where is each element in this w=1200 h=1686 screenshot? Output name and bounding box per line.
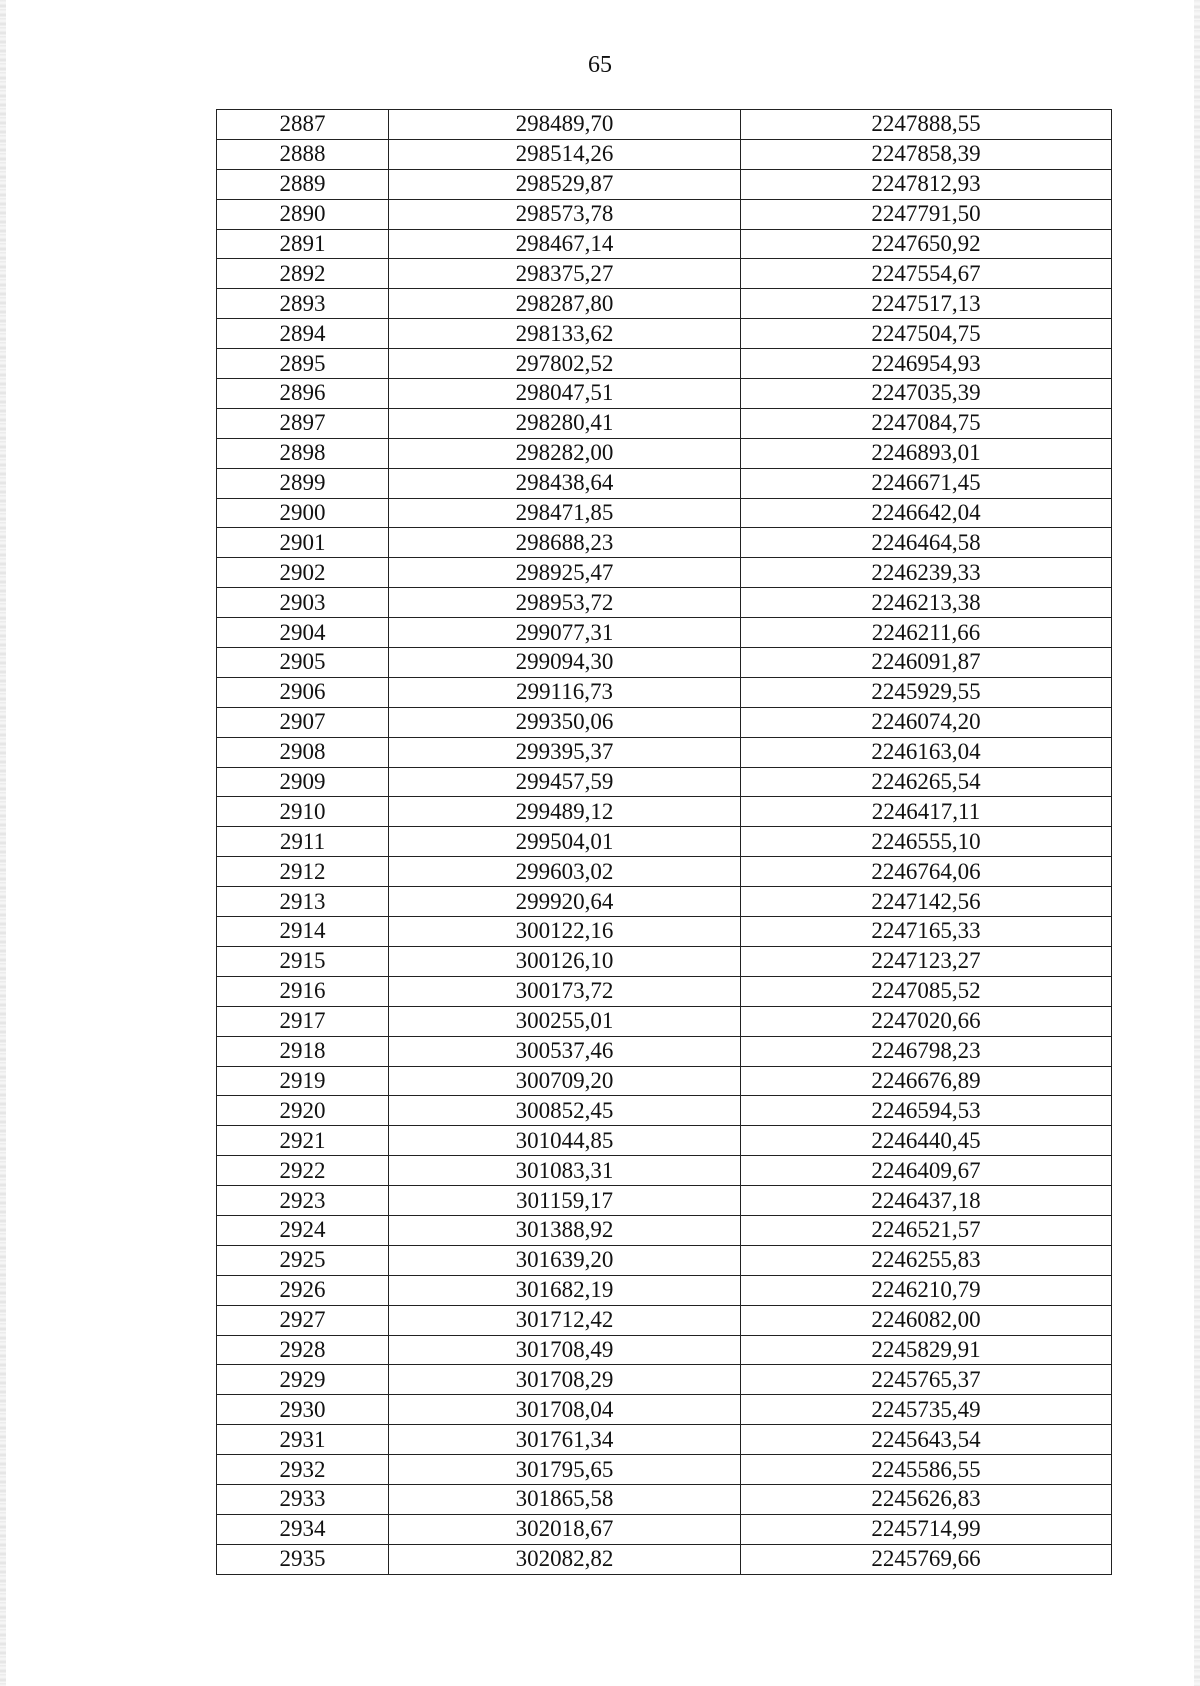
y-coordinate-cell: 2246764,06 <box>741 857 1112 887</box>
table-row <box>217 1395 1112 1425</box>
y-coordinate-cell: 2246091,87 <box>741 648 1112 678</box>
point-number-cell: 2935 <box>217 1544 389 1574</box>
point-number-cell: 2890 <box>217 199 389 229</box>
point-number-cell: 2927 <box>217 1305 389 1335</box>
y-coordinate-cell: 2246642,04 <box>741 498 1112 528</box>
point-number-cell: 2923 <box>217 1186 389 1216</box>
point-number-cell: 2892 <box>217 259 389 289</box>
y-coordinate-cell: 2246594,53 <box>741 1096 1112 1126</box>
x-coordinate-cell: 297802,52 <box>389 349 741 379</box>
x-coordinate-cell: 299457,59 <box>389 767 741 797</box>
y-coordinate-cell: 2245735,49 <box>741 1395 1112 1425</box>
y-coordinate-cell: 2247123,27 <box>741 946 1112 976</box>
x-coordinate-cell: 298953,72 <box>389 588 741 618</box>
y-coordinate-cell: 2247084,75 <box>741 408 1112 438</box>
x-coordinate-cell: 298133,62 <box>389 319 741 349</box>
x-coordinate-cell: 298438,64 <box>389 468 741 498</box>
table-row <box>217 1425 1112 1455</box>
x-coordinate-cell: 298280,41 <box>389 408 741 438</box>
point-number-cell: 2903 <box>217 588 389 618</box>
y-coordinate-cell: 2246521,57 <box>741 1215 1112 1245</box>
y-coordinate-cell: 2247035,39 <box>741 379 1112 409</box>
x-coordinate-cell: 298287,80 <box>389 289 741 319</box>
x-coordinate-cell: 298489,70 <box>389 110 741 140</box>
y-coordinate-cell: 2246893,01 <box>741 438 1112 468</box>
x-coordinate-cell: 301682,19 <box>389 1275 741 1305</box>
y-coordinate-cell: 2247812,93 <box>741 169 1112 199</box>
table-row <box>217 1036 1112 1066</box>
point-number-cell: 2933 <box>217 1484 389 1514</box>
y-coordinate-cell: 2245714,99 <box>741 1514 1112 1544</box>
point-number-cell: 2932 <box>217 1455 389 1485</box>
table-row <box>217 259 1112 289</box>
y-coordinate-cell: 2245643,54 <box>741 1425 1112 1455</box>
x-coordinate-cell: 298375,27 <box>389 259 741 289</box>
point-number-cell: 2904 <box>217 618 389 648</box>
x-coordinate-cell: 300255,01 <box>389 1006 741 1036</box>
table-row <box>217 588 1112 618</box>
y-coordinate-cell: 2245829,91 <box>741 1335 1112 1365</box>
point-number-cell: 2915 <box>217 946 389 976</box>
coordinates-table <box>216 109 1112 1575</box>
table-row <box>217 139 1112 169</box>
point-number-cell: 2901 <box>217 528 389 558</box>
x-coordinate-cell: 299094,30 <box>389 648 741 678</box>
table-row <box>217 946 1112 976</box>
x-coordinate-cell: 298514,26 <box>389 139 741 169</box>
point-number-cell: 2926 <box>217 1275 389 1305</box>
y-coordinate-cell: 2246409,67 <box>741 1156 1112 1186</box>
x-coordinate-cell: 301865,58 <box>389 1484 741 1514</box>
x-coordinate-cell: 298688,23 <box>389 528 741 558</box>
x-coordinate-cell: 301159,17 <box>389 1186 741 1216</box>
table-row <box>217 1365 1112 1395</box>
x-coordinate-cell: 298573,78 <box>389 199 741 229</box>
y-coordinate-cell: 2246954,93 <box>741 349 1112 379</box>
x-coordinate-cell: 299077,31 <box>389 618 741 648</box>
x-coordinate-cell: 302018,67 <box>389 1514 741 1544</box>
x-coordinate-cell: 298282,00 <box>389 438 741 468</box>
x-coordinate-cell: 300126,10 <box>389 946 741 976</box>
x-coordinate-cell: 300709,20 <box>389 1066 741 1096</box>
y-coordinate-cell: 2246255,83 <box>741 1245 1112 1275</box>
table-row <box>217 1305 1112 1335</box>
x-coordinate-cell: 300122,16 <box>389 917 741 947</box>
x-coordinate-cell: 299350,06 <box>389 707 741 737</box>
y-coordinate-cell: 2247142,56 <box>741 887 1112 917</box>
y-coordinate-cell: 2247504,75 <box>741 319 1112 349</box>
point-number-cell: 2929 <box>217 1365 389 1395</box>
table-row <box>217 1275 1112 1305</box>
y-coordinate-cell: 2246676,89 <box>741 1066 1112 1096</box>
x-coordinate-cell: 301083,31 <box>389 1156 741 1186</box>
y-coordinate-cell: 2245586,55 <box>741 1455 1112 1485</box>
table-row <box>217 767 1112 797</box>
table-row <box>217 677 1112 707</box>
y-coordinate-cell: 2245626,83 <box>741 1484 1112 1514</box>
y-coordinate-cell: 2247554,67 <box>741 259 1112 289</box>
point-number-cell: 2897 <box>217 408 389 438</box>
point-number-cell: 2891 <box>217 229 389 259</box>
point-number-cell: 2911 <box>217 827 389 857</box>
table-row <box>217 648 1112 678</box>
point-number-cell: 2906 <box>217 677 389 707</box>
y-coordinate-cell: 2246163,04 <box>741 737 1112 767</box>
x-coordinate-cell: 300852,45 <box>389 1096 741 1126</box>
point-number-cell: 2899 <box>217 468 389 498</box>
table-row <box>217 857 1112 887</box>
point-number-cell: 2931 <box>217 1425 389 1455</box>
y-coordinate-cell: 2247888,55 <box>741 110 1112 140</box>
x-coordinate-cell: 301044,85 <box>389 1126 741 1156</box>
y-coordinate-cell: 2246555,10 <box>741 827 1112 857</box>
point-number-cell: 2919 <box>217 1066 389 1096</box>
point-number-cell: 2893 <box>217 289 389 319</box>
table-row <box>217 1096 1112 1126</box>
table-row <box>217 1126 1112 1156</box>
table-row <box>217 110 1112 140</box>
x-coordinate-cell: 302082,82 <box>389 1544 741 1574</box>
point-number-cell: 2908 <box>217 737 389 767</box>
point-number-cell: 2913 <box>217 887 389 917</box>
x-coordinate-cell: 300173,72 <box>389 976 741 1006</box>
point-number-cell: 2905 <box>217 648 389 678</box>
point-number-cell: 2934 <box>217 1514 389 1544</box>
x-coordinate-cell: 299920,64 <box>389 887 741 917</box>
x-coordinate-cell: 301388,92 <box>389 1215 741 1245</box>
y-coordinate-cell: 2246239,33 <box>741 558 1112 588</box>
table-row <box>217 1455 1112 1485</box>
x-coordinate-cell: 301708,29 <box>389 1365 741 1395</box>
point-number-cell: 2912 <box>217 857 389 887</box>
point-number-cell: 2894 <box>217 319 389 349</box>
x-coordinate-cell: 301795,65 <box>389 1455 741 1485</box>
x-coordinate-cell: 298529,87 <box>389 169 741 199</box>
table-row <box>217 707 1112 737</box>
point-number-cell: 2888 <box>217 139 389 169</box>
x-coordinate-cell: 301639,20 <box>389 1245 741 1275</box>
y-coordinate-cell: 2246082,00 <box>741 1305 1112 1335</box>
y-coordinate-cell: 2247650,92 <box>741 229 1112 259</box>
x-coordinate-cell: 301761,34 <box>389 1425 741 1455</box>
table-row <box>217 199 1112 229</box>
y-coordinate-cell: 2247085,52 <box>741 976 1112 1006</box>
y-coordinate-cell: 2246074,20 <box>741 707 1112 737</box>
x-coordinate-cell: 299504,01 <box>389 827 741 857</box>
table-row <box>217 1514 1112 1544</box>
table-row <box>217 498 1112 528</box>
y-coordinate-cell: 2246464,58 <box>741 528 1112 558</box>
point-number-cell: 2922 <box>217 1156 389 1186</box>
y-coordinate-cell: 2246798,23 <box>741 1036 1112 1066</box>
x-coordinate-cell: 301712,42 <box>389 1305 741 1335</box>
x-coordinate-cell: 299489,12 <box>389 797 741 827</box>
scan-edge-right <box>1194 0 1200 1686</box>
table-row <box>217 379 1112 409</box>
y-coordinate-cell: 2245929,55 <box>741 677 1112 707</box>
y-coordinate-cell: 2246671,45 <box>741 468 1112 498</box>
table-row <box>217 169 1112 199</box>
scan-edge-left <box>0 0 6 1686</box>
point-number-cell: 2914 <box>217 917 389 947</box>
y-coordinate-cell: 2246265,54 <box>741 767 1112 797</box>
table-row <box>217 827 1112 857</box>
y-coordinate-cell: 2246437,18 <box>741 1186 1112 1216</box>
y-coordinate-cell: 2246213,38 <box>741 588 1112 618</box>
table-row <box>217 349 1112 379</box>
table-row <box>217 408 1112 438</box>
point-number-cell: 2889 <box>217 169 389 199</box>
table-row <box>217 1335 1112 1365</box>
table-row <box>217 229 1112 259</box>
point-number-cell: 2895 <box>217 349 389 379</box>
x-coordinate-cell: 298467,14 <box>389 229 741 259</box>
page-number: 65 <box>588 52 612 78</box>
table-row <box>217 1215 1112 1245</box>
point-number-cell: 2924 <box>217 1215 389 1245</box>
point-number-cell: 2917 <box>217 1006 389 1036</box>
point-number-cell: 2930 <box>217 1395 389 1425</box>
coordinates-table-body <box>217 110 1112 1575</box>
point-number-cell: 2907 <box>217 707 389 737</box>
x-coordinate-cell: 299116,73 <box>389 677 741 707</box>
table-row <box>217 1484 1112 1514</box>
point-number-cell: 2925 <box>217 1245 389 1275</box>
point-number-cell: 2916 <box>217 976 389 1006</box>
table-row <box>217 528 1112 558</box>
point-number-cell: 2896 <box>217 379 389 409</box>
x-coordinate-cell: 300537,46 <box>389 1036 741 1066</box>
y-coordinate-cell: 2247858,39 <box>741 139 1112 169</box>
point-number-cell: 2910 <box>217 797 389 827</box>
x-coordinate-cell: 298925,47 <box>389 558 741 588</box>
y-coordinate-cell: 2246440,45 <box>741 1126 1112 1156</box>
x-coordinate-cell: 299603,02 <box>389 857 741 887</box>
table-row <box>217 917 1112 947</box>
table-row <box>217 737 1112 767</box>
y-coordinate-cell: 2245765,37 <box>741 1365 1112 1395</box>
x-coordinate-cell: 301708,04 <box>389 1395 741 1425</box>
table-row <box>217 887 1112 917</box>
table-row <box>217 1006 1112 1036</box>
point-number-cell: 2909 <box>217 767 389 797</box>
table-row <box>217 1186 1112 1216</box>
point-number-cell: 2898 <box>217 438 389 468</box>
y-coordinate-cell: 2247020,66 <box>741 1006 1112 1036</box>
point-number-cell: 2887 <box>217 110 389 140</box>
table-row <box>217 438 1112 468</box>
point-number-cell: 2920 <box>217 1096 389 1126</box>
y-coordinate-cell: 2247517,13 <box>741 289 1112 319</box>
table-row <box>217 319 1112 349</box>
y-coordinate-cell: 2247165,33 <box>741 917 1112 947</box>
x-coordinate-cell: 301708,49 <box>389 1335 741 1365</box>
table-row <box>217 1066 1112 1096</box>
x-coordinate-cell: 299395,37 <box>389 737 741 767</box>
table-row <box>217 1544 1112 1574</box>
x-coordinate-cell: 298471,85 <box>389 498 741 528</box>
y-coordinate-cell: 2246417,11 <box>741 797 1112 827</box>
y-coordinate-cell: 2245769,66 <box>741 1544 1112 1574</box>
point-number-cell: 2900 <box>217 498 389 528</box>
y-coordinate-cell: 2247791,50 <box>741 199 1112 229</box>
table-row <box>217 289 1112 319</box>
point-number-cell: 2921 <box>217 1126 389 1156</box>
x-coordinate-cell: 298047,51 <box>389 379 741 409</box>
table-row <box>217 797 1112 827</box>
point-number-cell: 2902 <box>217 558 389 588</box>
table-row <box>217 468 1112 498</box>
table-row <box>217 1245 1112 1275</box>
table-row <box>217 618 1112 648</box>
table-row <box>217 558 1112 588</box>
point-number-cell: 2918 <box>217 1036 389 1066</box>
table-row <box>217 976 1112 1006</box>
point-number-cell: 2928 <box>217 1335 389 1365</box>
table-row <box>217 1156 1112 1186</box>
y-coordinate-cell: 2246211,66 <box>741 618 1112 648</box>
y-coordinate-cell: 2246210,79 <box>741 1275 1112 1305</box>
